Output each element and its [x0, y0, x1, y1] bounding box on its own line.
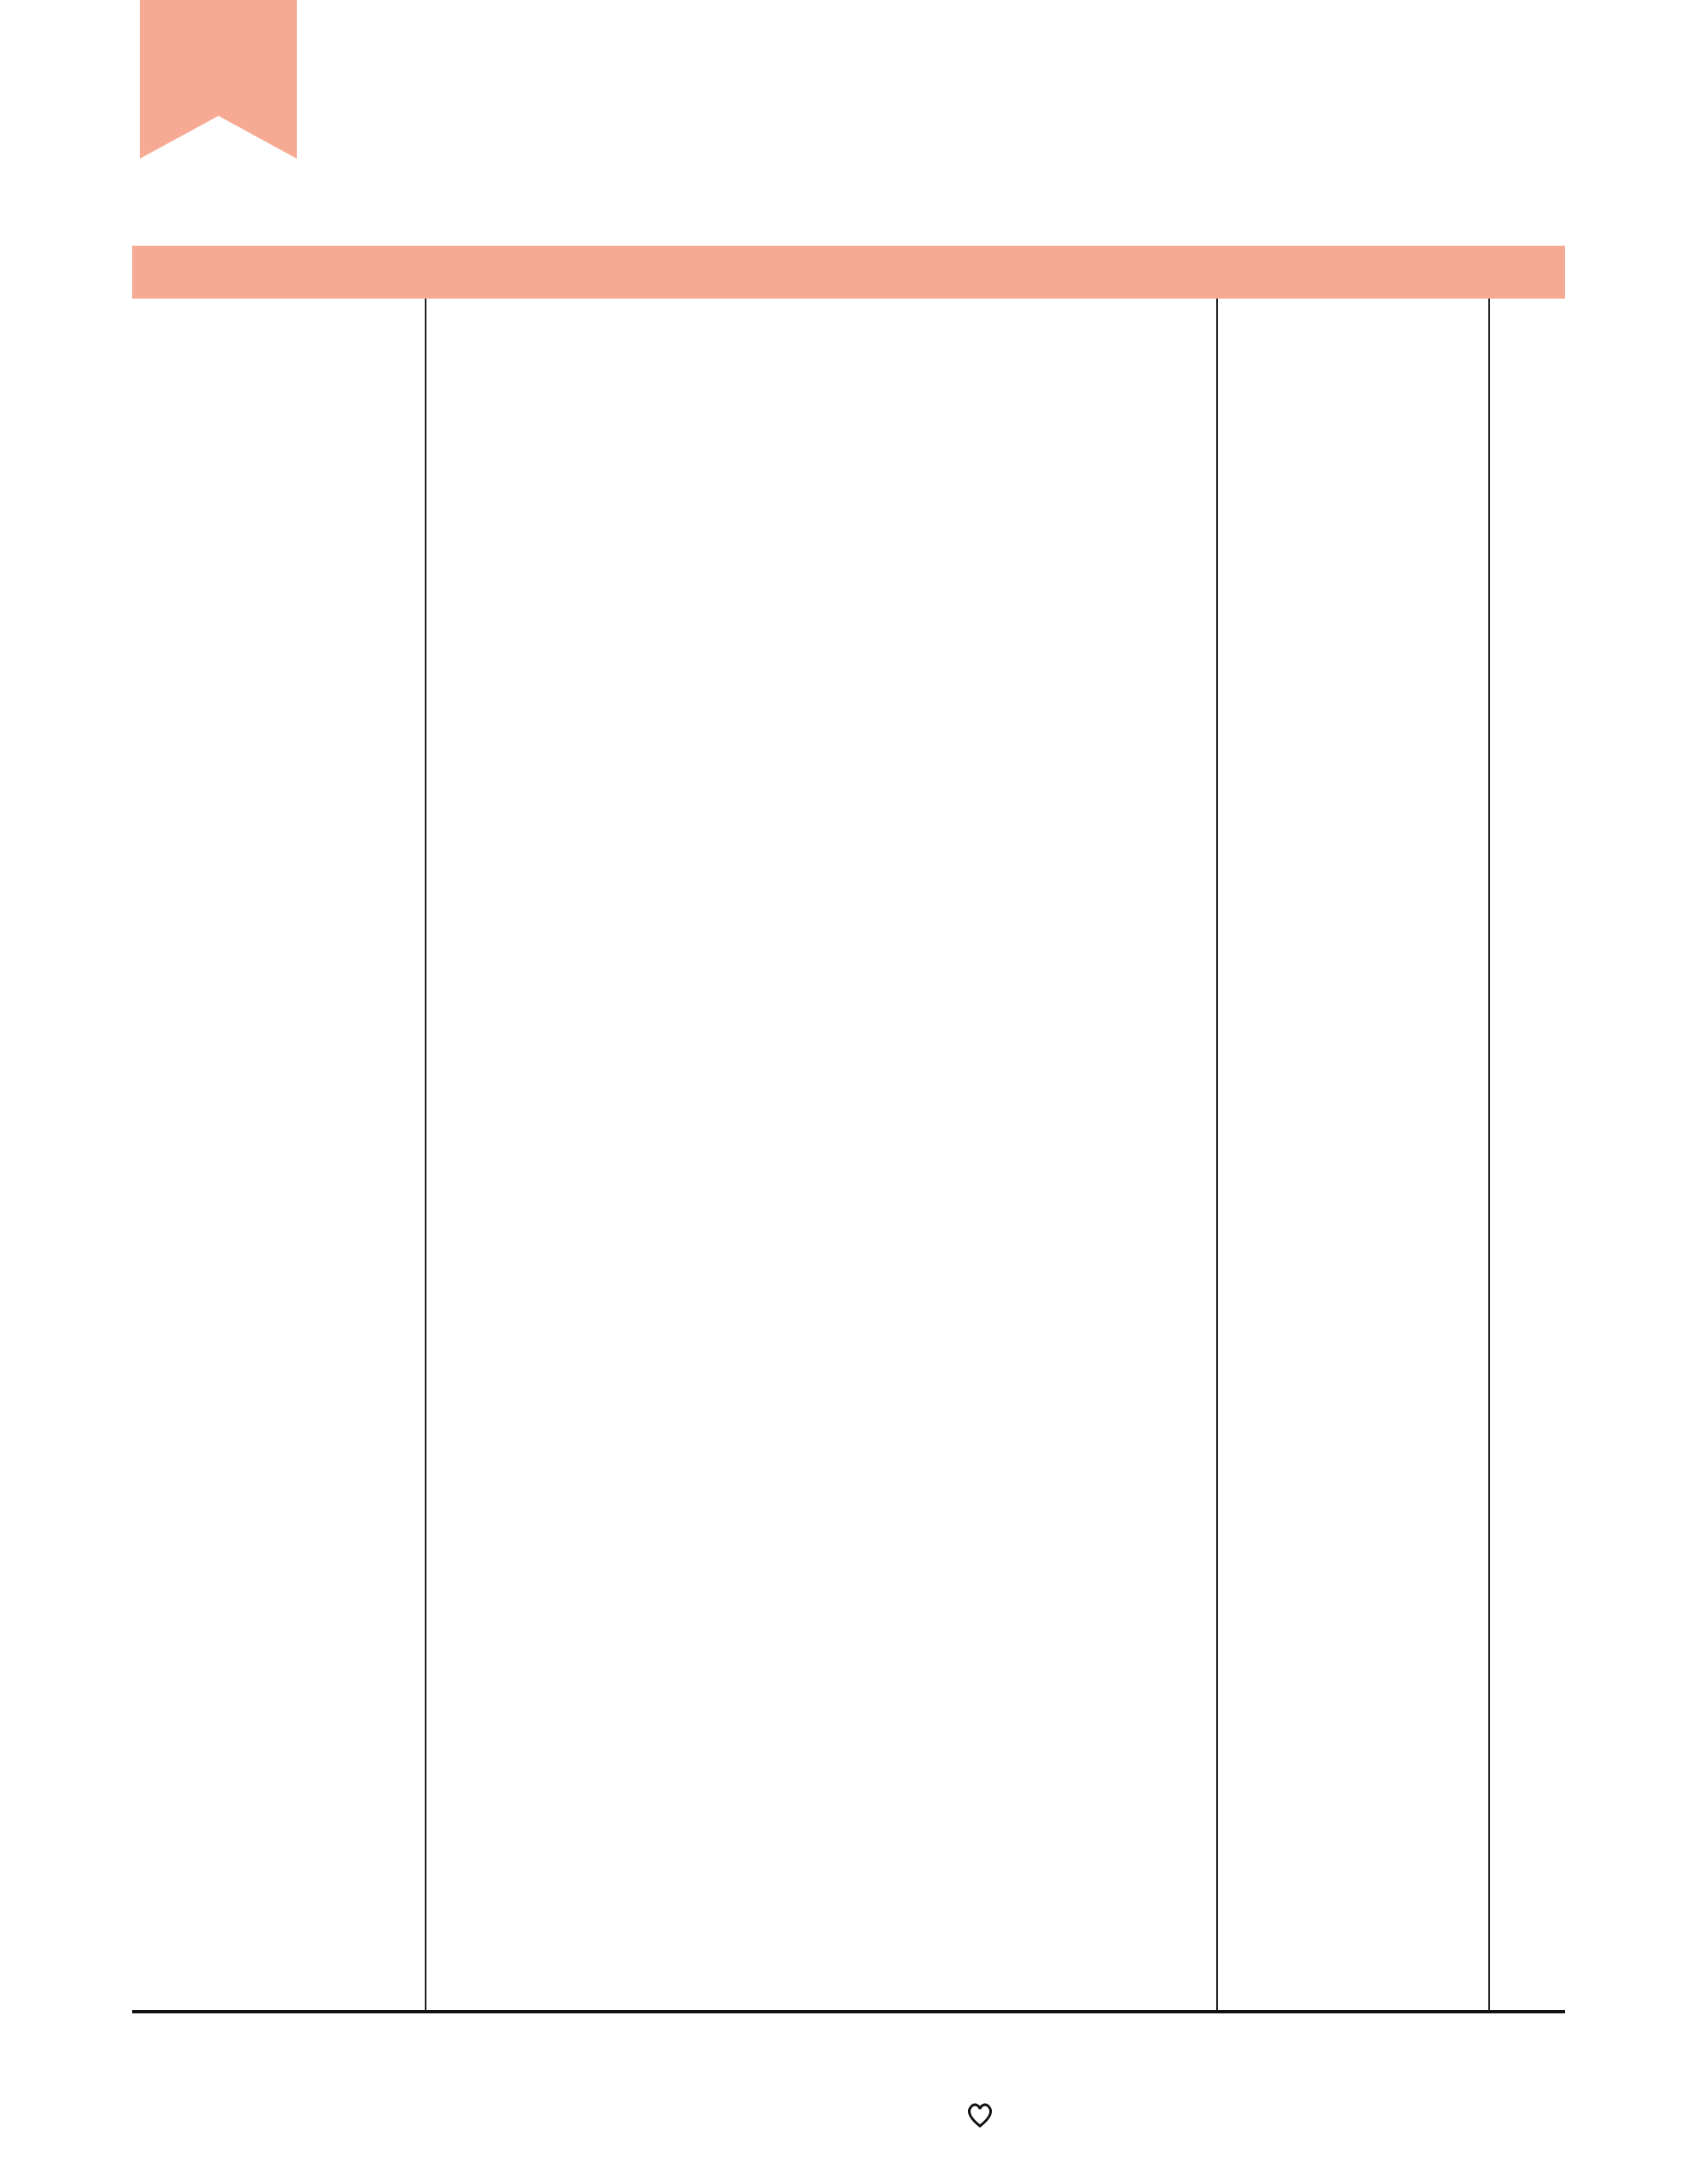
heart-icon — [965, 2100, 994, 2129]
table-bottom-rule — [132, 2010, 1565, 2013]
